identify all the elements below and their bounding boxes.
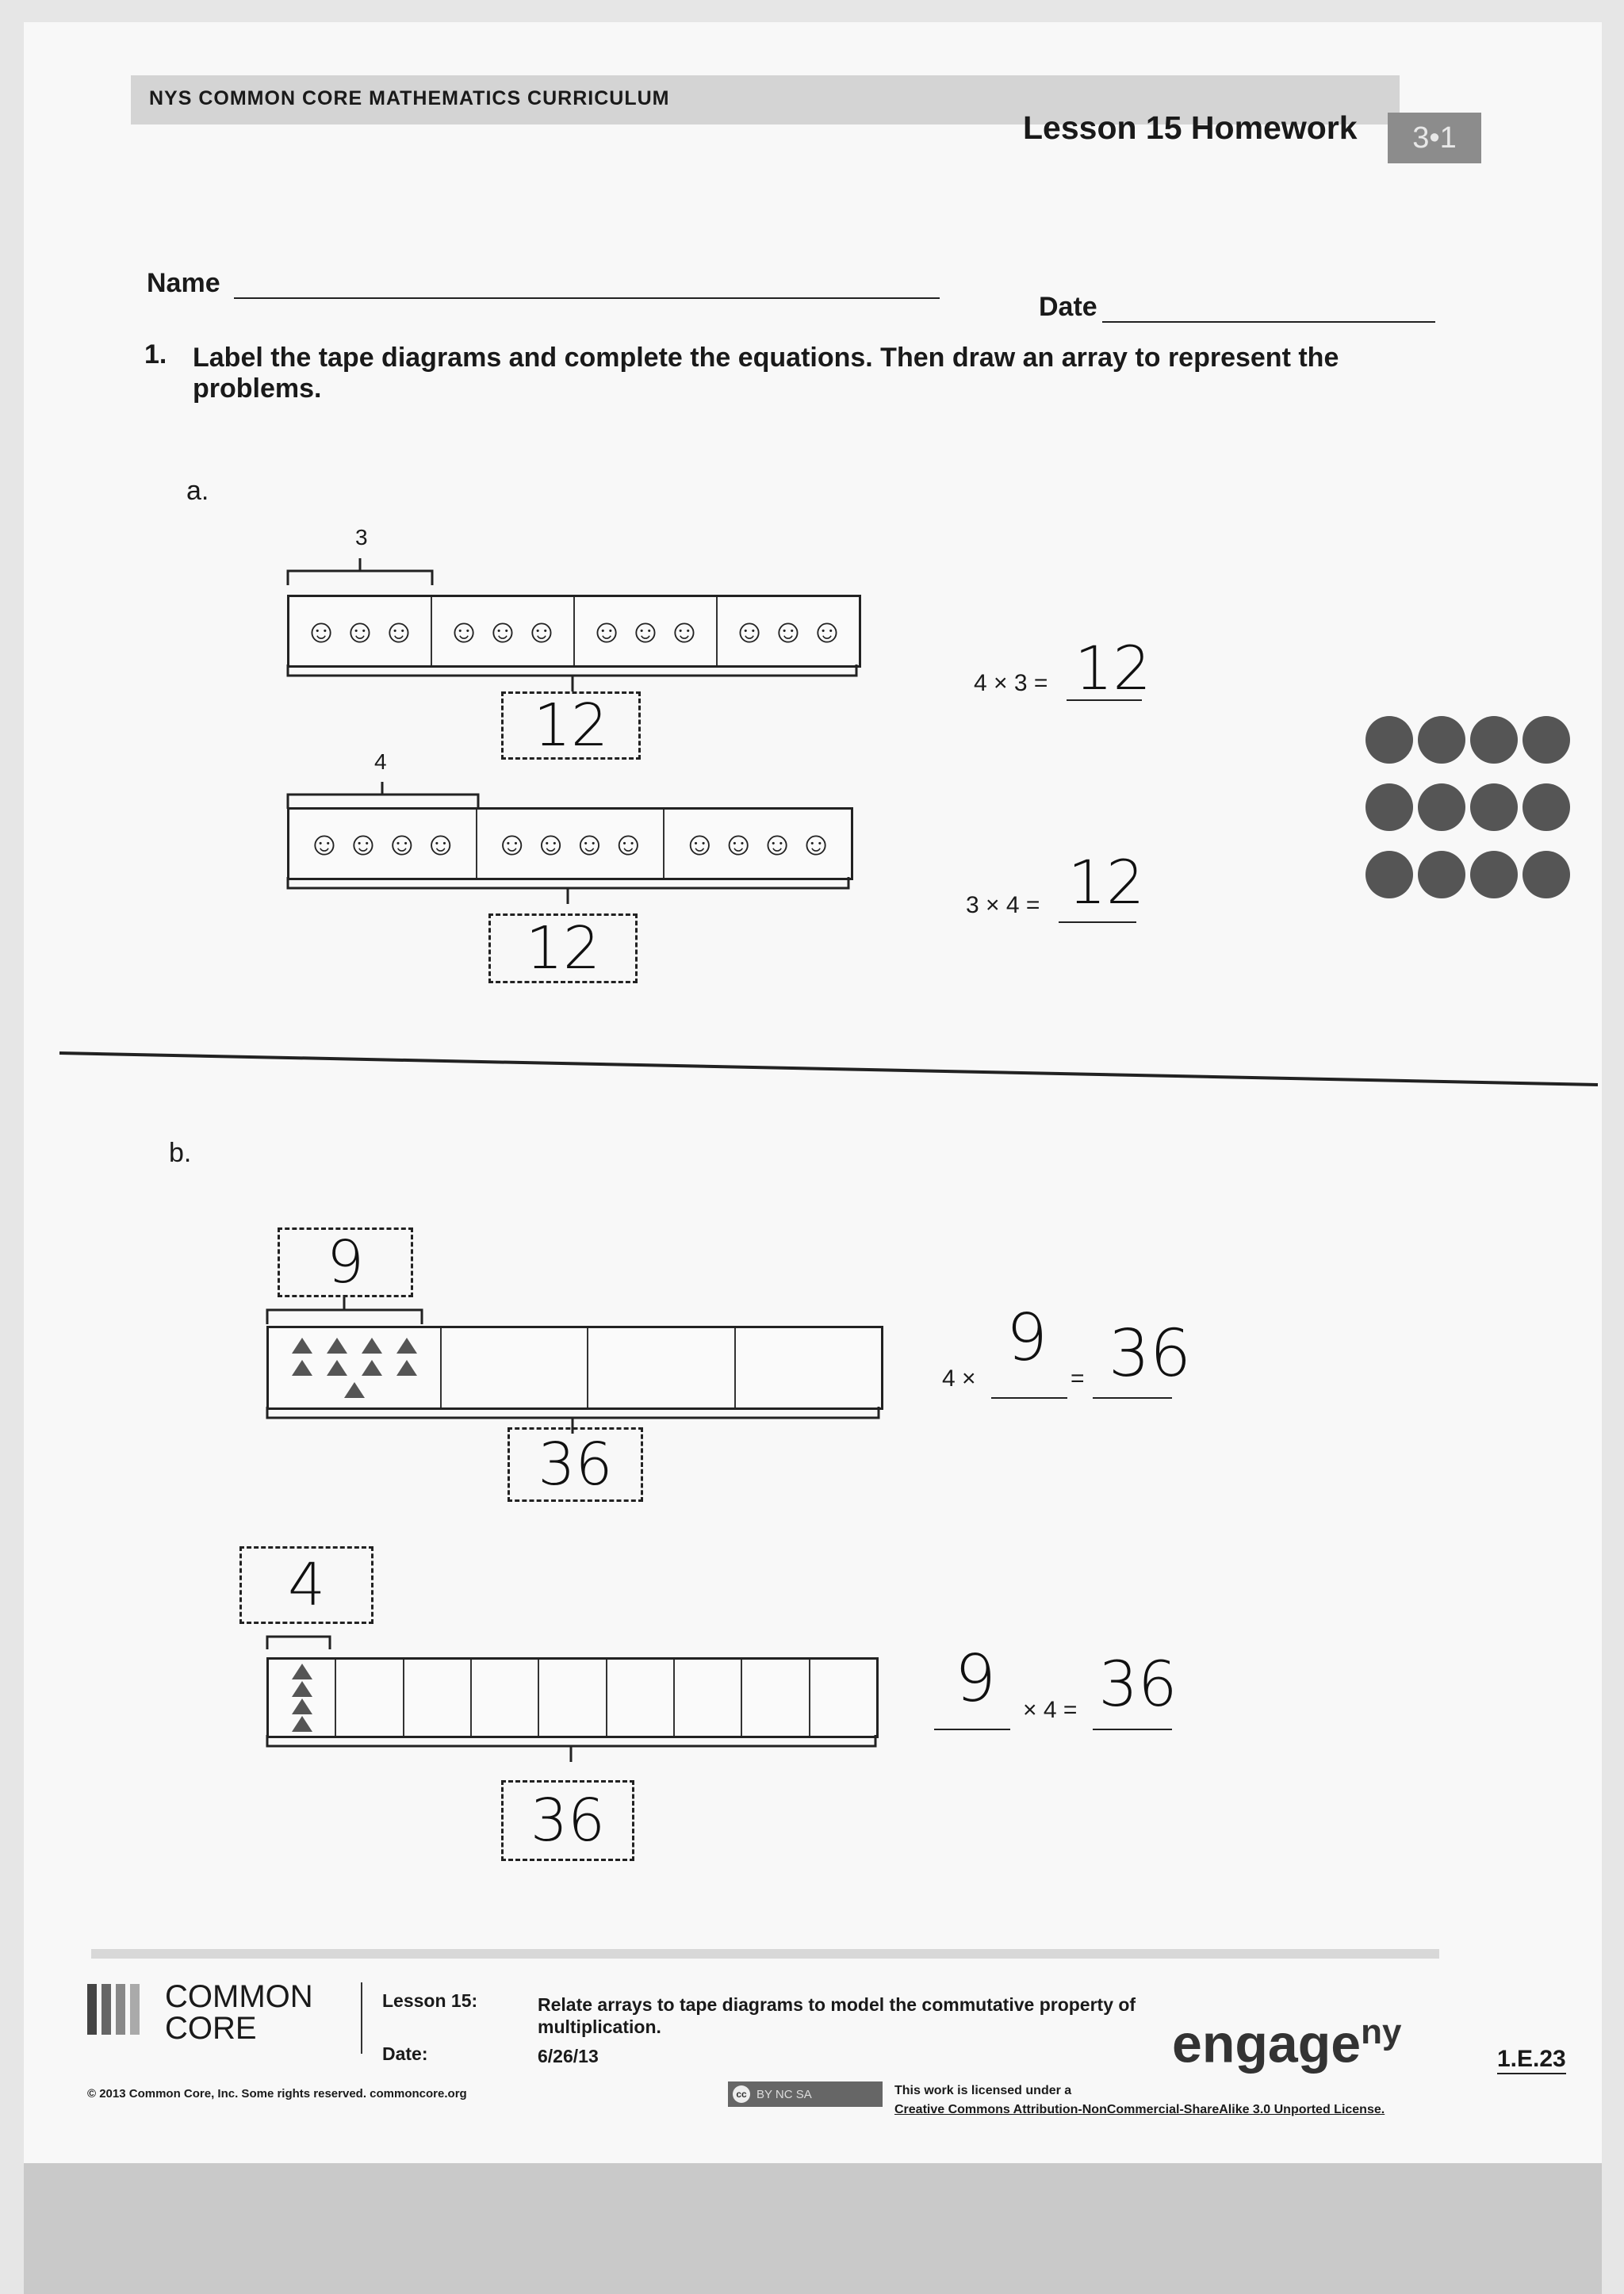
scan-margin <box>24 2163 1602 2294</box>
date-field[interactable] <box>1102 321 1435 323</box>
license-line-1: This work is licensed under a <box>894 2084 1072 2097</box>
cc-license-icon: cc BY NC SA <box>728 2081 883 2107</box>
footer-description: Relate arrays to tape diagrams to model the commutative property of multiplication. <box>538 1994 1136 2037</box>
array-dot <box>1365 783 1413 831</box>
page-code: 1.E.23 <box>1497 2046 1566 2074</box>
engageny-logo <box>1172 2013 1401 2075</box>
triangle-icon <box>362 1360 382 1376</box>
triangle-icon <box>396 1338 417 1354</box>
array-dot <box>1522 716 1570 764</box>
triangle-icon <box>396 1360 417 1376</box>
array-dot <box>1418 783 1465 831</box>
module-badge: 3•1 <box>1388 113 1481 163</box>
tape-segment <box>472 1660 539 1736</box>
lesson-title: Lesson 15 Homework <box>1023 109 1358 146</box>
array-dot <box>1470 716 1518 764</box>
eq-b1-answer-blank <box>1093 1397 1172 1399</box>
tape-segment: ☺ ☺ ☺ <box>575 597 718 665</box>
tape-b2-total-brace <box>265 1733 879 1765</box>
tape-a1-total-brace <box>285 663 860 695</box>
logo-line-1: COMMON <box>165 1979 313 2014</box>
triangle-icon <box>292 1698 312 1714</box>
tape-b1 <box>266 1326 883 1410</box>
eq-b2-suffix: × 4 = <box>1023 1697 1078 1723</box>
eq-b1-blank <box>991 1397 1067 1399</box>
tape-segment <box>736 1328 882 1407</box>
eq-b2-blank <box>934 1729 1010 1730</box>
part-b-label: b. <box>169 1138 192 1168</box>
triangle-icon <box>344 1382 365 1398</box>
tape-segment <box>539 1660 607 1736</box>
tape-segment <box>404 1660 472 1736</box>
array-dot <box>1470 783 1518 831</box>
array-dot <box>1470 851 1518 898</box>
triangle-icon <box>362 1338 382 1354</box>
name-label: Name <box>147 268 220 298</box>
tape-a1-group-label: 3 <box>355 525 368 550</box>
tape-segment <box>810 1660 876 1736</box>
footer-copyright: © 2013 Common Core, Inc. Some rights reserved. commoncore.org <box>87 2087 467 2101</box>
tape-a2 <box>287 807 853 880</box>
tape-b1-group-brace <box>265 1294 427 1326</box>
triangle-icon <box>327 1360 347 1376</box>
array-dot <box>1365 851 1413 898</box>
eq-a1-answer[interactable]: 12 <box>1074 633 1151 703</box>
tape-segment-filled <box>269 1328 442 1407</box>
tape-a2-total-box[interactable]: 12 <box>488 913 638 983</box>
array-dot <box>1365 716 1413 764</box>
eq-a2-answer[interactable]: 12 <box>1067 847 1145 917</box>
tape-b2-total-box[interactable]: 36 <box>501 1780 634 1861</box>
tape-a2-group-label: 4 <box>374 749 387 774</box>
footer-date-value: 6/26/13 <box>538 2046 599 2066</box>
cc-badge-text: BY NC SA <box>756 2087 812 2101</box>
logo-line-2: CORE <box>165 2011 257 2046</box>
license-link[interactable]: Creative Commons Attribution-NonCommercial-ShareAlike 3.0 Unported License. <box>894 2103 1385 2116</box>
tape-segment <box>588 1328 736 1407</box>
eq-a1-blank <box>1067 699 1142 701</box>
curriculum-title: NYS COMMON CORE MATHEMATICS CURRICULUM <box>149 87 670 109</box>
tape-segment: ☺ ☺ ☺ ☺ <box>682 825 833 862</box>
triangle-icon <box>292 1360 312 1376</box>
tape-segment <box>675 1660 742 1736</box>
tape-a1-total-box[interactable]: 12 <box>501 691 641 760</box>
date-label: Date <box>1039 292 1097 322</box>
eq-b1-equals: = <box>1071 1365 1085 1392</box>
footer-divider <box>361 1982 362 2054</box>
tape-b1-total-box[interactable]: 36 <box>508 1427 643 1502</box>
common-core-logo-text <box>165 1981 313 2044</box>
tape-a1-group-brace <box>285 555 436 587</box>
part-a-label: a. <box>186 476 209 506</box>
tape-b1-group-box[interactable]: 9 <box>278 1227 413 1297</box>
triangle-icon <box>292 1681 312 1697</box>
tape-segment: ☺ ☺ ☺ ☺ <box>289 810 477 878</box>
tape-segment <box>607 1660 675 1736</box>
tape-segment: ☺ ☺ ☺ <box>732 612 845 649</box>
brand-sup: ny <box>1361 2013 1402 2051</box>
eq-b2-blank-answer[interactable]: 9 <box>954 1641 997 1717</box>
name-field[interactable] <box>234 297 940 299</box>
eq-b2-answer[interactable]: 36 <box>1098 1649 1178 1721</box>
eq-a1-text: 4 × 3 = <box>974 670 1048 696</box>
footer-band <box>91 1949 1439 1959</box>
tape-segment <box>336 1660 404 1736</box>
array-dot <box>1522 783 1570 831</box>
section-divider <box>56 1045 1602 1093</box>
footer-date-label: Date: <box>382 2043 428 2064</box>
footer-lesson-label: Lesson 15: <box>382 1990 478 2011</box>
eq-b1-blank-answer[interactable]: 9 <box>1005 1300 1048 1376</box>
array-dot <box>1418 851 1465 898</box>
tape-b2-group-brace <box>265 1619 336 1651</box>
tape-segment: ☺ ☺ ☺ <box>432 597 575 665</box>
common-core-logo-icon <box>87 1984 140 2035</box>
triangle-icon <box>292 1664 312 1679</box>
array-dot <box>1522 851 1570 898</box>
problem-instruction: Label the tape diagrams and complete the equations. Then draw an array to represent the problems. <box>193 343 1339 404</box>
tape-b2-group-box[interactable]: 4 <box>239 1546 373 1624</box>
problem-number: 1. <box>144 339 167 370</box>
triangle-icon <box>292 1338 312 1354</box>
tape-a2-group-brace <box>285 779 484 810</box>
eq-a2-text: 3 × 4 = <box>966 892 1040 918</box>
tape-b2 <box>266 1657 879 1738</box>
eq-b1-prefix: 4 × <box>942 1365 976 1392</box>
eq-a2-blank <box>1059 921 1136 923</box>
tape-segment: ☺ ☺ ☺ <box>289 597 432 665</box>
eq-b1-answer[interactable]: 36 <box>1108 1316 1192 1392</box>
tape-segment <box>742 1660 810 1736</box>
tape-a1 <box>287 595 861 668</box>
tape-a2-total-brace <box>285 875 852 907</box>
array-dot <box>1418 716 1465 764</box>
brand-text: engage <box>1172 2013 1362 2074</box>
triangle-icon <box>292 1716 312 1732</box>
tape-segment-filled <box>269 1660 336 1736</box>
triangle-icon <box>327 1338 347 1354</box>
tape-segment: ☺ ☺ ☺ ☺ <box>477 810 665 878</box>
eq-b2-answer-blank <box>1093 1729 1172 1730</box>
tape-segment <box>442 1328 589 1407</box>
